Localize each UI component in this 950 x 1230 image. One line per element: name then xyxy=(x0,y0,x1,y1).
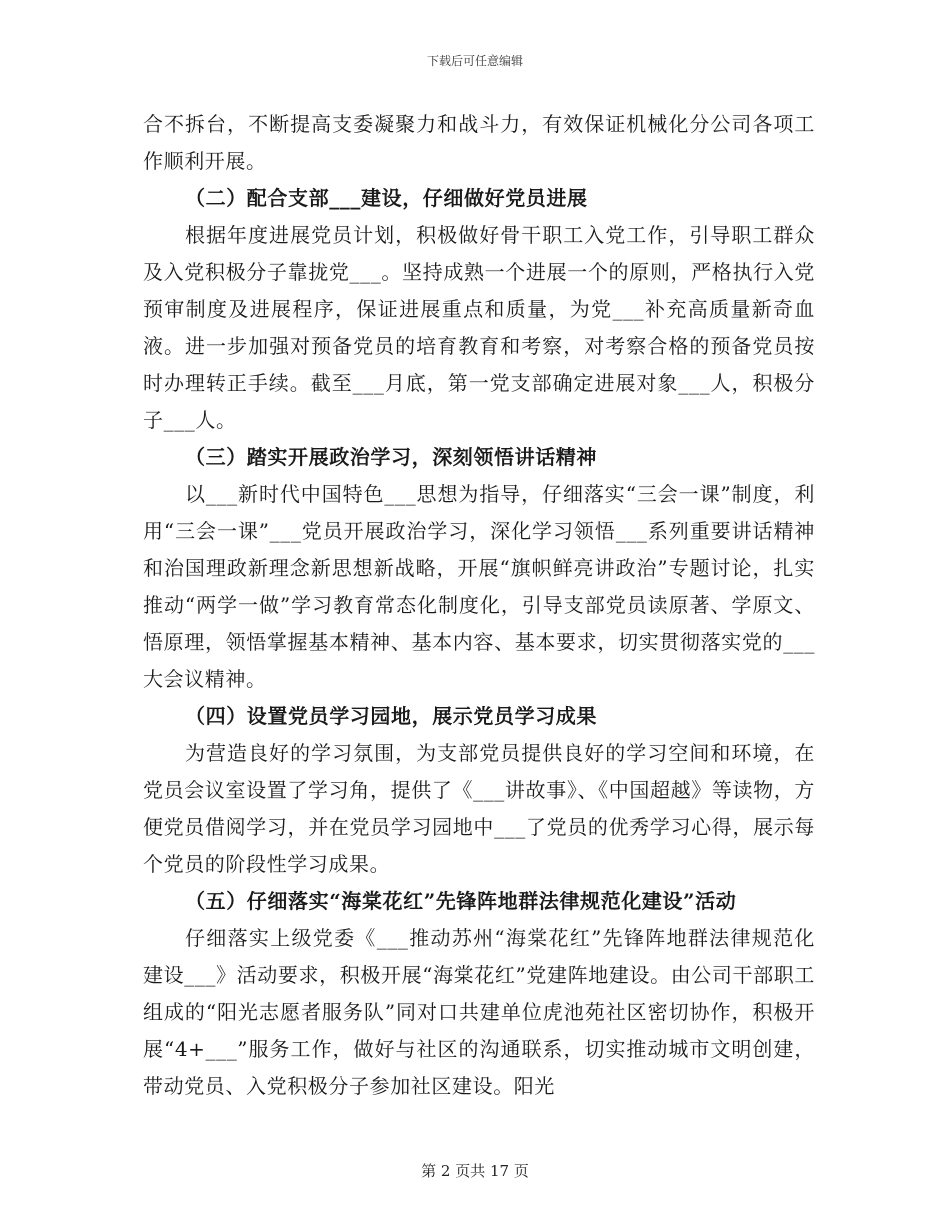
paragraph-4: 为营造良好的学习氛围，为支部党员提供良好的学习空间和环境，在党员会议室设置了学习角，提供了《___讲故事》、《中国超越》等读物，方便党员借阅学习，并在党员学习园地中___了党员的优秀学习心得，展示每个党员的阶段性学习成果。 xyxy=(143,741,815,876)
section-heading-3: （三）踏实开展政治学习，深刻领悟讲话精神 xyxy=(185,445,597,469)
page-footer: 第 2 页共 17 页 xyxy=(421,1162,529,1180)
paragraph-3: 以___新时代中国特色___思想为指导，仔细落实“三会一课”制度，利用“三会一课”___党员开展政治学习，深化学习领悟___系列重要讲话精神和治国理政新理念新思想新战略，开展“旗帜鲜亮讲政治”专题讨论，扎实推动“两学一做”学习教育常态化制度化，引导支部党员读原著、学原文、悟原理，领悟掌握基本精神、基本内容、基本要求，切实贯彻落实党的___大会议精神。 xyxy=(143,482,815,691)
paragraph-1: 合不拆台，不断提高支委凝聚力和战斗力，有效保证机械化分公司各项工作顺利开展。 xyxy=(143,112,815,173)
section-heading-2: （二）配合支部___建设，仔细做好党员进展 xyxy=(185,186,588,210)
section-heading-4: （四）设置党员学习园地，展示党员学习成果 xyxy=(185,704,597,728)
document-body xyxy=(143,106,815,1105)
paragraph-2: 根据年度进展党员计划，积极做好骨干职工入党工作，引导职工群众及入党积极分子靠拢党___。坚持成熟一个进展一个的原则，严格执行入党预审制度及进展程序，保证进展重点和质量，为党___补充高质量新奇血液。进一步加强对预备党员的培育教育和考察，对考察合格的预备党员按时办理转正手续。截至___月底，第一党支部确定进展对象___人，积极分子___人。 xyxy=(143,223,815,432)
section-heading-5: （五）仔细落实“海棠花红”先锋阵地群法律规范化建设”活动 xyxy=(185,889,737,913)
paragraph-5: 仔细落实上级党委《___推动苏州“海棠花红”先锋阵地群法律规范化建设___》活动要求，积极开展“海棠花红”党建阵地建设。由公司干部职工组成的“阳光志愿者服务队”同对口共建单位虎池苑社区密切协作，积极开展“4+___”服务工作，做好与社区的沟通联系，切实推动城市文明创建，带动党员、入党积极分子参加社区建设。阳光 xyxy=(143,926,815,1098)
page-header: 下载后可任意编辑 xyxy=(426,54,523,68)
